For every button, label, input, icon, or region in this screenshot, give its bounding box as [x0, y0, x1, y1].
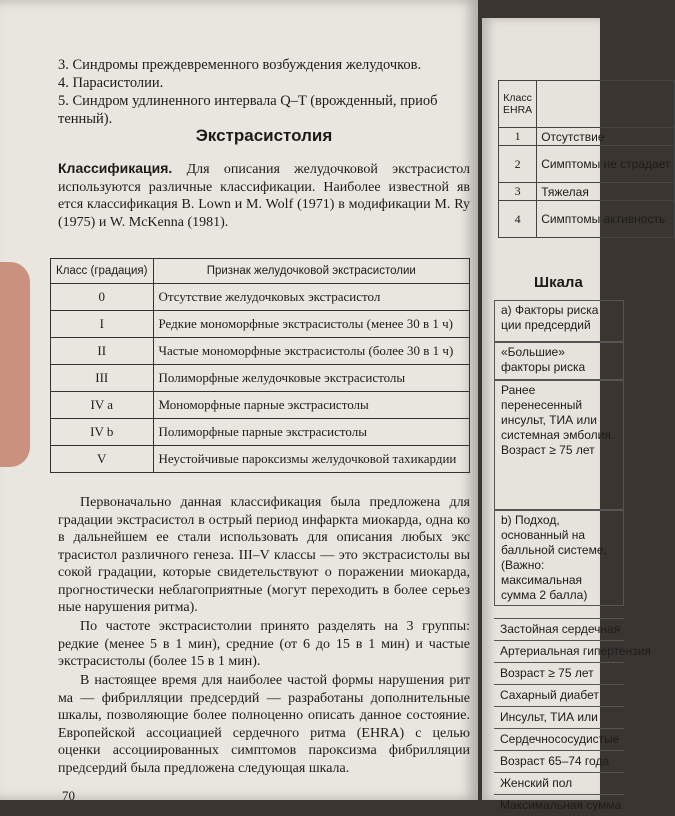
class-cell: 0 [51, 284, 154, 311]
ehra-header-class: Класс EHRA [499, 81, 537, 128]
paragraph-origin: Первоначально данная классификация была предложена для градации экстрасистол в острый период инфаркта миокарда, одна ко в дальнейшем ее стали использовать для описания любых экс трасистол различного генеза. III–V классы — это экстрасистолы вы сокой градации, которые свидетельствуют о поражении миокарда, прогностически неблагоприятные (могут переходить в более серьез ные нарушения ритма). [58, 495, 470, 615]
table-header-class: Класс (градация) [51, 259, 154, 284]
class-cell: IV a [51, 392, 154, 419]
class-cell: III [51, 365, 154, 392]
table-row [51, 284, 470, 311]
sign-cell: Отсутствие желудочковых экстрасистол [153, 284, 470, 311]
class-cell: II [51, 338, 154, 365]
ehra-class-cell: 3 [499, 183, 537, 201]
class-cell: I [51, 311, 154, 338]
table-row [499, 128, 675, 146]
section-title: Экстрасистолия [195, 126, 333, 145]
thumb [0, 262, 30, 467]
score-row: Сахарный диабет [494, 684, 624, 706]
ehra-desc-cell: Симптомы активность [537, 201, 675, 238]
sign-cell: Полиморфные желудочковые экстрасистолы [153, 365, 470, 392]
table-row [499, 201, 675, 238]
score-row: Женский пол [494, 772, 624, 794]
table-row [51, 365, 470, 392]
table-row [51, 338, 470, 365]
ehra-class-cell: 1 [499, 128, 537, 146]
ehra-class-cell: 4 [499, 201, 537, 238]
scale-heading: Шкала [534, 274, 583, 291]
class-cell: V [51, 446, 154, 473]
table-row [51, 392, 470, 419]
intro-line: тенный). [58, 111, 113, 127]
classification-lead: Классификация. [58, 160, 173, 176]
intro-line: 5. Синдром удлиненного интервала Q–T (врожденный, приоб [58, 93, 438, 109]
score-row: Возраст ≥ 75 лет [494, 662, 624, 684]
classification-paragraph [58, 160, 470, 231]
classification-table [50, 258, 470, 473]
prior-events-box: Ранее перенесенный инсульт, ТИА или системная эмболия. Возраст ≥ 75 лет [494, 380, 624, 510]
table-header-sign: Признак желудочковой экстрасистолии [153, 259, 470, 284]
risk-factors-box: а) Факторы риска ции предсердий [494, 300, 624, 342]
sign-cell: Мономорфные парные экстрасистолы [153, 392, 470, 419]
sign-cell: Полиморфные парные экстрасистолы [153, 419, 470, 446]
score-row: Сердечнососудистые [494, 728, 624, 750]
score-row: Застойная сердечная [494, 618, 624, 640]
right-page [482, 18, 671, 812]
page-number: 70 [62, 788, 75, 803]
table-row [51, 311, 470, 338]
score-row: Инсульт, ТИА или [494, 706, 624, 728]
ehra-table [498, 80, 675, 238]
intro-line: 4. Парасистолии. [58, 75, 164, 91]
ehra-header-desc [537, 81, 675, 128]
score-row: Возраст 65–74 года [494, 750, 624, 772]
ehra-desc-cell: Отсутствие [537, 128, 675, 146]
class-cell: IV b [51, 419, 154, 446]
table-row [499, 183, 675, 201]
score-row: Артериальная гипертензия [494, 640, 624, 662]
paragraph-frequency: По частоте экстрасистолии принято разделять на 3 группы: редкие (менее 5 в 1 мин), средние (от 6 до 15 в 1 мин) и частые экстрасистолы (более 15 в 1 мин). [58, 619, 470, 669]
sign-cell: Неустойчивые пароксизмы желудочковой тахикардии [153, 446, 470, 473]
table-row [499, 146, 675, 183]
intro-line: 3. Синдромы преждевременного возбуждения желудочков. [58, 57, 422, 73]
paragraph-ehra-intro: В настоящее время для наиболее частой формы нарушения рит ма — фибрилляции предсердий — разработаны дополнительные шкалы, позволяющие более полноценно описать данное состояние. Европейской ассоциацией сердечного ритма (EHRA) с целью оценки ассоциированных симптомов пароксизма фибрилляции предсердий была предложена следующая шкала. [58, 673, 470, 776]
table-row [51, 446, 470, 473]
score-row: Максимальная сумма [494, 794, 624, 816]
table-row [51, 419, 470, 446]
classification-text: Для описания желудочковой экстрасистол используются различные классификации. Наиболее известной яв ется классификация B. Lown и M. Wolf (1971) в модификации M. Ry (1975) и W. McKenna (1981). [58, 162, 470, 230]
sign-cell: Частые мономорфные экстрасистолы (более 30 в 1 ч) [153, 338, 470, 365]
ehra-desc-cell: Тяжелая [537, 183, 675, 201]
ehra-desc-cell: Симптомы не страдает [537, 146, 675, 183]
ehra-class-cell: 2 [499, 146, 537, 183]
sign-cell: Редкие мономорфные экстрасистолы (менее 30 в 1 ч) [153, 311, 470, 338]
score-approach-box: b) Подход, основанный на балльной системе, (Важно: максимальная сумма 2 балла) [494, 510, 624, 606]
major-factors-box: «Большие» факторы риска [494, 342, 624, 380]
